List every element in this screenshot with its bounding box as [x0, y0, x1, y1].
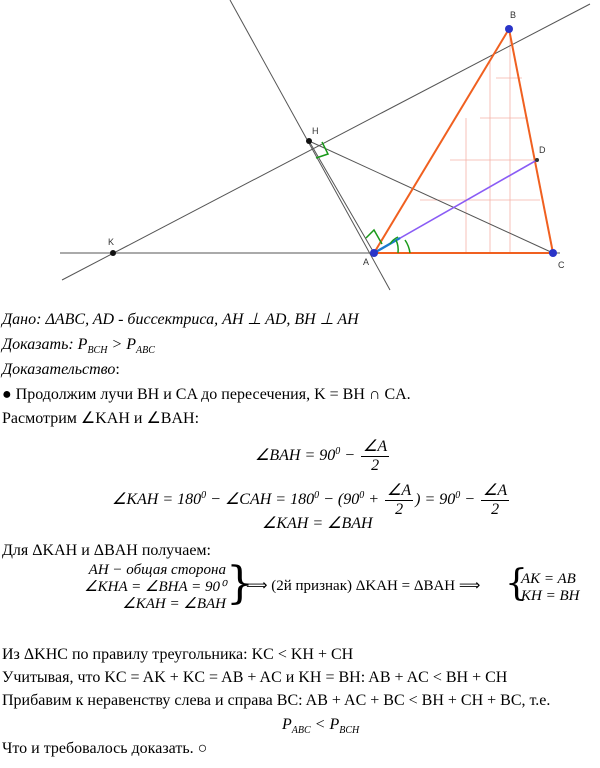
equation-3: ∠KAH = ∠BAH	[262, 515, 373, 532]
final-inequality	[282, 716, 359, 740]
eq1-num: ∠A	[363, 438, 388, 455]
given-line	[2, 311, 359, 329]
given-text: : ΔABC, AD - биссектриса, AH ⊥ AD, BH ⊥ AH	[36, 311, 359, 328]
equation-1	[255, 438, 391, 475]
point-c	[549, 249, 557, 257]
step-2: Расмотрим ∠KAH и ∠BAH:	[2, 410, 200, 427]
eq1-fraction	[361, 438, 389, 475]
eq1-minus: −	[340, 447, 360, 465]
proof-heading	[2, 361, 120, 379]
point-a	[370, 249, 378, 257]
eq2-e: ) = 90	[415, 491, 456, 509]
step-5: Учитывая, что KC = AK + KC = AB + AC и KH = BH: AB + AC < BH + CH	[2, 669, 508, 686]
eq1-left: ∠BAH = 90	[255, 447, 336, 465]
step-3: Для ΔKAH и ΔBAH получаем:	[2, 542, 211, 559]
eq2-b: − ∠CAH = 180	[206, 491, 315, 509]
label-b: B	[510, 10, 517, 20]
eq2-num1: ∠A	[387, 482, 412, 499]
eq2-num2: ∠A	[483, 482, 508, 499]
construction-lines	[60, 0, 590, 290]
prove-text: : P	[68, 336, 88, 353]
eq2-a: ∠KAH = 180	[112, 491, 202, 509]
eq2-sup3: 0	[359, 489, 365, 501]
system-left-line-1: AH − общая сторона	[88, 562, 226, 578]
final-sub1: ABC	[291, 725, 311, 737]
point-d	[535, 158, 539, 162]
system-mid: ⟹ (2й признак) ΔKAH = ΔBAH ⟹	[246, 578, 481, 594]
given-label: Дано	[2, 311, 37, 328]
triangle-abc	[374, 29, 553, 253]
prove-label: Доказать	[2, 336, 69, 353]
prove-sub2: ABC	[136, 345, 155, 357]
step-6: Прибавим к неравенству слева и справа BC: AB + AC + BC < BH + CH + BC, т.е.	[2, 692, 551, 709]
eq1-den: 2	[371, 457, 380, 474]
prove-sub1: BCH	[87, 345, 108, 357]
system-right-line-1: AK = AB	[521, 571, 576, 587]
conclusion: Что и требовалось доказать. ○	[2, 740, 208, 757]
eq2-den1: 2	[395, 501, 404, 518]
eq2-fraction-1	[385, 482, 413, 519]
system-right	[521, 571, 579, 605]
prove-line	[2, 336, 155, 360]
label-c: C	[558, 260, 565, 270]
eq2-d: +	[364, 491, 383, 509]
system-right-line-2: KH = BH	[521, 588, 580, 604]
proof-colon: :	[115, 361, 120, 378]
eq2-sup4: 0	[455, 489, 461, 501]
system-left-line-2: ∠KHA = ∠BHA = 90⁰	[84, 579, 226, 595]
eq1-sup: 0	[335, 445, 341, 457]
point-h	[306, 138, 312, 144]
system-left-line-3: ∠KAH = ∠BAH	[122, 596, 226, 612]
system-left-brace: }	[226, 558, 254, 609]
point-k	[110, 250, 116, 256]
equation-2	[112, 482, 511, 519]
right-angle-markers	[316, 142, 410, 253]
eq2-fraction-2	[481, 482, 509, 519]
eq2-f: −	[460, 491, 480, 509]
prove-mid: > P	[107, 336, 137, 353]
point-b	[505, 25, 513, 33]
final-lt: < P	[310, 716, 340, 733]
final-sub2: BCH	[339, 725, 360, 737]
label-h: H	[312, 126, 319, 136]
step-1: ● Продолжим лучи BH и CA до пересечения, K = BH ∩ CA.	[2, 386, 411, 403]
label-k: K	[108, 237, 115, 247]
eq2-sup1: 0	[201, 489, 207, 501]
line-kb	[62, 4, 590, 280]
geometry-figure	[0, 0, 600, 300]
label-d: D	[539, 145, 546, 155]
eq2-c: − (90	[319, 491, 360, 509]
system-right-brace: {	[505, 563, 528, 604]
step-4: Из ΔKHC по правилу треугольника: KC < KH + CH	[2, 646, 354, 663]
line-ah-extended	[230, 0, 390, 290]
label-a: A	[363, 257, 370, 267]
eq2-sup2: 0	[314, 489, 320, 501]
proof-label: Доказательство	[2, 361, 116, 378]
eq2-den2: 2	[491, 501, 500, 518]
final-p1: P	[282, 716, 292, 733]
system-left	[38, 562, 226, 613]
